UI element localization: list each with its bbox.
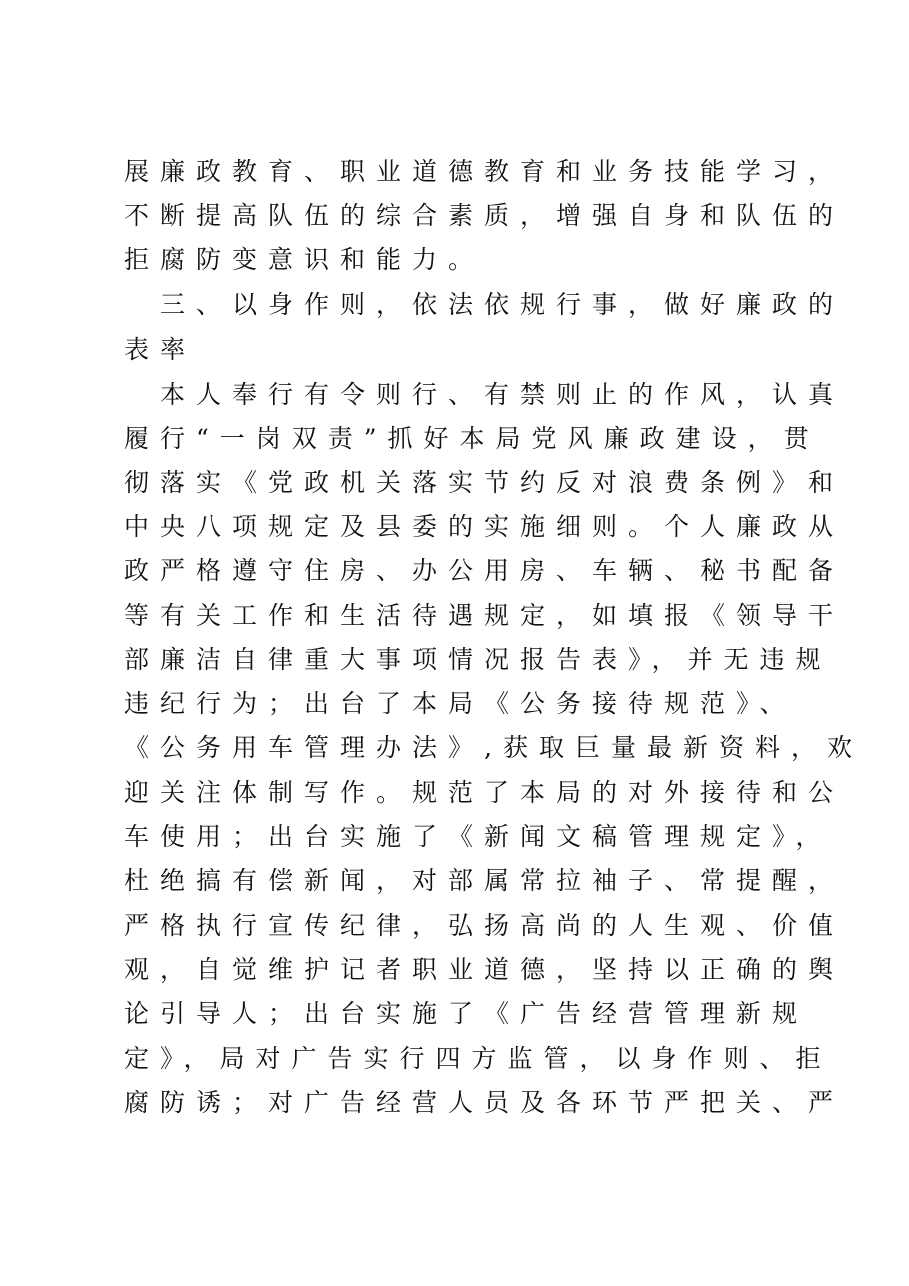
text-line-17: 杜绝搞有偿新闻，对部属常拉袖子、常提醒， [124, 866, 845, 895]
text-line-16: 车使用；出台实施了《新闻文稿管理规定》， [124, 822, 832, 851]
text-line-10: 政严格遵守住房、办公用房、车辆、秘书配备 [124, 556, 845, 585]
text-line-13: 违纪行为；出台了本局《公务接待规范》、 [124, 689, 796, 718]
text-line-7: 履行“一岗双责”抓好本局党风廉政建设，贯 [124, 424, 820, 453]
text-line-1: 展廉政教育、职业道德教育和业务技能学习， [124, 157, 845, 186]
text-line-19: 观，自觉维护记者职业道德，坚持以正确的舆 [124, 955, 845, 984]
text-line-2: 不断提高队伍的综合素质，增强自身和队伍的 [124, 201, 845, 230]
text-line-3: 拒腐防变意识和能力。 [124, 245, 485, 274]
text-line-8: 彻落实《党政机关落实节约反对浪费条例》和 [124, 468, 845, 497]
section-heading-line-1: 三、以身作则，依法依规行事，做好廉政的 [124, 290, 845, 319]
text-line-6: 本人奉行有令则行、有禁则止的作风，认真 [124, 380, 845, 409]
text-line-14: 《公务用车管理办法》,获取巨量最新资料，欢 [124, 733, 863, 762]
text-line-21: 定》，局对广告实行四方监管，以身作则、拒 [124, 1044, 832, 1073]
text-line-9: 中央八项规定及县委的实施细则。个人廉政从 [124, 512, 845, 541]
text-line-22: 腐防诱；对广告经营人员及各环节严把关、严 [124, 1088, 845, 1117]
text-line-18: 严格执行宣传纪律，弘扬高尚的人生观、价值 [124, 911, 845, 940]
text-line-11: 等有关工作和生活待遇规定，如填报《领导干 [124, 601, 845, 630]
section-heading-line-2: 表率 [124, 335, 197, 364]
text-line-20: 论引导人；出台实施了《广告经营管理新规 [124, 999, 809, 1028]
text-line-12: 部廉洁自律重大事项情况报告表》，并无违规 [124, 645, 832, 674]
text-line-15: 迎关注体制写作。规范了本局的对外接待和公 [124, 778, 845, 807]
